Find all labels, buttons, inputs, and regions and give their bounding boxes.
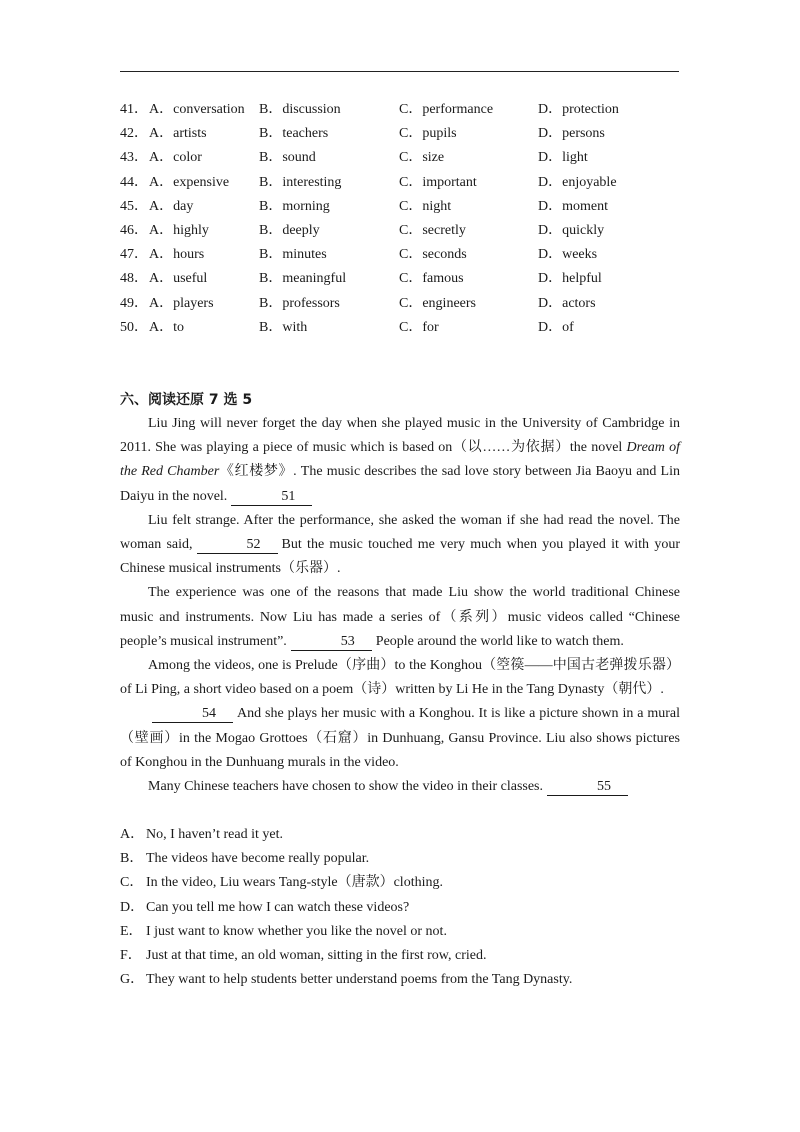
section-title: 六、阅读还原 7 选 5 bbox=[120, 392, 253, 408]
paragraph-1 bbox=[120, 412, 680, 509]
choice-letter: A． bbox=[120, 827, 145, 842]
question-number: 41． bbox=[120, 102, 148, 117]
option-d: D．quickly bbox=[538, 222, 605, 238]
option-d: D．light bbox=[538, 150, 588, 166]
option-row-47 bbox=[120, 243, 690, 267]
option-c: C．for bbox=[399, 319, 439, 335]
paragraph-text: 《红楼梦》. The music describes the sad love story between Jia Baoyu and Lin Daiyu in the novel. bbox=[120, 464, 680, 504]
paragraph-text: Liu Jing will never forget the day when she played music in the University of Cambridge in 2011. She was playing a piece of music which is based on（以……为依据）the novel bbox=[120, 416, 680, 456]
question-number: 42． bbox=[120, 126, 148, 142]
question-number: 48． bbox=[120, 271, 148, 287]
option-b: B．interesting bbox=[259, 174, 342, 190]
question-number: 50． bbox=[120, 319, 148, 335]
option-b: B．deeply bbox=[259, 222, 320, 238]
option-row-44 bbox=[120, 171, 690, 195]
option-row-43 bbox=[120, 146, 690, 170]
paragraph-text: And she plays her music with a Konghou. It is like a picture shown in a mural（壁画）in the Mogao Grottoes（石窟）in Dunhuang, Gansu Province. Liu also shows pictures of Konghou in the Dunhuang murals in the video. bbox=[120, 706, 680, 770]
option-a: A．day bbox=[149, 198, 194, 214]
option-c: C．size bbox=[399, 150, 445, 166]
question-number: 49． bbox=[120, 295, 148, 311]
paragraph-text: People around the world like to watch them. bbox=[375, 633, 624, 649]
choice-c bbox=[120, 871, 680, 895]
question-number: 44． bbox=[120, 174, 148, 190]
option-a: A．conversation bbox=[149, 102, 245, 117]
option-d: D．moment bbox=[538, 198, 608, 214]
paragraph-text: But the music touched me very much when you played it with your Chinese musical instruments（乐器）. bbox=[120, 537, 680, 577]
paragraph-text: The experience was one of the reasons that made Liu show the world traditional Chinese music and instruments. Now Liu has made a series of（系列）music videos called “Chinese people’s musical instrument”. bbox=[120, 585, 680, 649]
option-c: C．pupils bbox=[399, 126, 457, 142]
choice-letter: B． bbox=[120, 851, 144, 867]
blank-54: 54 bbox=[152, 706, 233, 723]
option-a: A．useful bbox=[149, 271, 208, 287]
paragraph-6 bbox=[120, 775, 680, 799]
option-row-48 bbox=[120, 267, 690, 291]
option-c: C．secretly bbox=[399, 222, 466, 238]
choice-text: The videos have become really popular. bbox=[146, 851, 370, 867]
choice-text: Just at that time, an old woman, sitting in the first row, cried. bbox=[146, 948, 487, 964]
option-d: D．actors bbox=[538, 295, 596, 311]
choice-letter: F． bbox=[120, 948, 142, 964]
reading-passage bbox=[120, 412, 680, 799]
option-d: D．protection bbox=[538, 102, 619, 117]
cloze-options-table bbox=[120, 98, 690, 340]
choice-letter: D． bbox=[120, 899, 145, 915]
option-b: B．sound bbox=[259, 150, 316, 166]
option-d: D．helpful bbox=[538, 271, 602, 287]
option-a: A．color bbox=[149, 150, 202, 166]
option-c: C．performance bbox=[399, 102, 494, 117]
choice-d bbox=[120, 896, 680, 920]
choice-e bbox=[120, 920, 680, 944]
choice-text: I just want to know whether you like the novel or not. bbox=[146, 923, 447, 939]
option-b: B．discussion bbox=[259, 102, 341, 117]
option-b: B．minutes bbox=[259, 247, 327, 263]
option-row-49 bbox=[120, 292, 690, 316]
blank-52: 52 bbox=[197, 537, 278, 554]
paragraph-text: Many Chinese teachers have chosen to show the video in their classes. bbox=[148, 779, 544, 795]
choice-text: Can you tell me how I can watch these videos? bbox=[146, 899, 410, 915]
choice-text: They want to help students better understand poems from the Tang Dynasty. bbox=[146, 972, 573, 988]
option-c: C．seconds bbox=[399, 247, 467, 263]
choice-b bbox=[120, 847, 680, 871]
question-number: 45． bbox=[120, 198, 148, 214]
option-c: C．important bbox=[399, 174, 477, 190]
option-a: A．hours bbox=[149, 247, 205, 263]
option-d: D．persons bbox=[538, 126, 605, 142]
option-b: B．meaningful bbox=[259, 271, 347, 287]
blank-53: 53 bbox=[291, 634, 372, 651]
option-row-41 bbox=[120, 98, 690, 122]
novel-title: Dream of the Red Chamber bbox=[120, 440, 680, 480]
option-a: A．expensive bbox=[149, 174, 230, 190]
paragraph-3 bbox=[120, 581, 680, 654]
option-b: B．morning bbox=[259, 198, 330, 214]
option-d: D．weeks bbox=[538, 247, 598, 263]
answer-choices bbox=[120, 823, 680, 992]
choice-g bbox=[120, 968, 680, 992]
paragraph-text: Liu felt strange. After the performance, she asked the woman if she had read the novel. The woman said, bbox=[120, 512, 680, 553]
blank-51: 51 bbox=[231, 489, 312, 506]
choice-letter: G． bbox=[120, 972, 145, 988]
choice-letter: E． bbox=[120, 923, 143, 939]
option-b: B．professors bbox=[259, 295, 340, 311]
paragraph-5 bbox=[120, 702, 680, 775]
question-number: 47． bbox=[120, 247, 148, 263]
question-number: 43． bbox=[120, 150, 148, 166]
option-a: A．players bbox=[149, 295, 214, 311]
choice-text: No, I haven’t read it yet. bbox=[146, 827, 283, 842]
option-c: C．famous bbox=[399, 271, 464, 287]
option-d: D．of bbox=[538, 319, 574, 335]
choice-f bbox=[120, 944, 680, 968]
option-c: C．night bbox=[399, 198, 452, 214]
option-a: A．to bbox=[149, 319, 184, 335]
header-divider bbox=[120, 71, 679, 72]
blank-55: 55 bbox=[547, 779, 628, 796]
paragraph-2 bbox=[120, 509, 680, 582]
choice-text: In the video, Liu wears Tang-style（唐款）clothing. bbox=[146, 875, 443, 891]
paragraph-4 bbox=[120, 654, 680, 702]
option-a: A．artists bbox=[149, 126, 207, 142]
question-number: 46． bbox=[120, 222, 148, 238]
option-b: B．teachers bbox=[259, 126, 329, 142]
choice-a bbox=[120, 823, 680, 847]
option-c: C．engineers bbox=[399, 295, 476, 311]
option-row-42 bbox=[120, 122, 690, 146]
choice-letter: C． bbox=[120, 875, 144, 891]
option-a: A．highly bbox=[149, 222, 209, 238]
option-row-46 bbox=[120, 219, 690, 243]
option-b: B．with bbox=[259, 319, 308, 335]
option-row-50 bbox=[120, 316, 690, 340]
option-row-45 bbox=[120, 195, 690, 219]
paragraph-text: Among the videos, one is Prelude（序曲）to the Konghou（箜篌——中国古老弹拨乐器）of Li Ping, a short video based on a poem（诗）written by Li He in the Tang Dynasty（朝代）. bbox=[120, 658, 680, 698]
option-d: D．enjoyable bbox=[538, 174, 617, 190]
